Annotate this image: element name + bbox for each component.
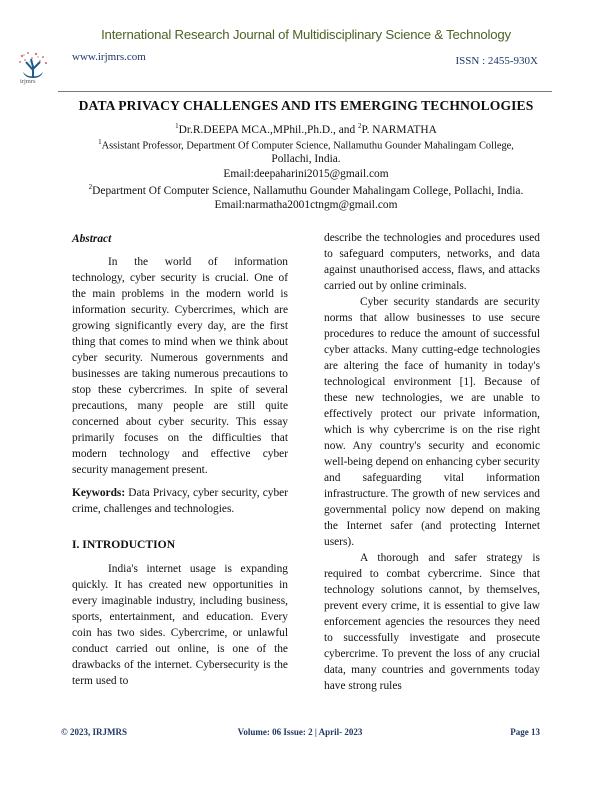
affiliation1-line1 [0, 138, 612, 151]
paragraph-1: describe the technologies and procedures used to safeguard computers, networks, and data against unauthorised access, flaws, and attacks carried out by online criminals. [324, 232, 540, 292]
author2-superscript: 2 [358, 122, 362, 130]
right-column [324, 230, 540, 694]
introduction-text: India's internet usage is expanding quickly. It has created new opportunities in every imaginable industry, including business, sports, entertainment, and education. Every coin has two sides. Cybercrime, or unlawful conduct carried out online, is one of the drawbacks of the internet. Cybersecurity is the term used to [72, 563, 288, 687]
keywords [72, 485, 288, 517]
author1: Dr.R.DEEPA MCA.,MPhil.,Ph.D., and [178, 123, 358, 136]
paragraph-3: A thorough and safer strategy is required to combat cybercrime. Since that technology solutions cannot, by themselves, prevent every crime, it is essential to give law enforcement agencies the resources they need to successfully investigate and prosecute cybercrime. To prevent the loss of any crucial data, many countries and governments today have strong rules [324, 552, 540, 692]
website-link[interactable]: www.irjmrs.com [72, 51, 146, 63]
affiliation2 [0, 183, 612, 197]
abstract-heading: Abstract [72, 233, 112, 245]
affiliation2-superscript: 2 [88, 183, 93, 191]
footer-volume: Volume: 06 Issue: 2 | April- 2023 [237, 727, 363, 737]
keywords-text: Data Privacy, cyber security, cyber crime, challenges and technologies. [72, 487, 288, 515]
left-column [72, 231, 288, 689]
introduction-heading: I. INTRODUCTION [72, 538, 176, 551]
issn: ISSN : 2455-930X [455, 55, 538, 67]
email2[interactable]: Email:narmatha2001ctngm@gmail.com [214, 199, 398, 211]
logo-text: irjmrs [20, 78, 36, 85]
affiliation1-text: Assistant Professor, Department Of Computer Science, Nallamuthu Gounder Mahalingam College, [101, 140, 514, 152]
authors-line [0, 122, 612, 136]
affiliation2-text: Department Of Computer Science, Nallamuthu Gounder Mahalingam College, Pollachi, India. [92, 184, 524, 197]
affiliation1-superscript: 1 [98, 138, 102, 146]
abstract-text: In the world of information technology, cyber security is crucial. One of the main problems in the modern world is information security. Cybercrimes, which are growing significantly every day, are the first thing that comes to mind when we think about cyber security. Numerous governments and businesses are taking numerous precautions to stop these cybercrimes. In spite of several precautions, many people are still quite concerned about cyber security. This essay primarily focuses on the difficulties that modern technology and effective cyber security management present. [72, 256, 288, 476]
footer-page-number: Page 13 [510, 727, 540, 737]
author2: P. NARMATHA [361, 123, 437, 136]
journal-title: International Research Journal of Multidisciplinary Science & Technology [101, 27, 511, 42]
email1[interactable]: Email:deepaharini2015@gmail.com [223, 168, 389, 180]
affiliation1-line2: Pollachi, India. [271, 153, 341, 165]
paper-title: DATA PRIVACY CHALLENGES AND ITS EMERGING TECHNOLOGIES [78, 98, 534, 113]
header-divider [58, 91, 552, 92]
paragraph-2: Cyber security standards are security norms that allow businesses to use secure procedures to reduce the amount of successful cyber attacks. Many cutting-edge technologies are altering the face of humanity in today's technological environment [1]. Because of these new technologies, we are unable to effectively protect our private information, which is why cybercrime is on the rise right now. Any country's security and economic well-being depend on enhancing cyber security and safeguarding vital information infrastructure. The growth of new services and governmental policy now depend on making the Internet safer (and protecting Internet users). [324, 296, 540, 548]
author1-superscript: 1 [175, 122, 179, 130]
footer-copyright: © 2023, IRJMRS [61, 727, 127, 737]
keywords-label: Keywords: [72, 487, 126, 499]
